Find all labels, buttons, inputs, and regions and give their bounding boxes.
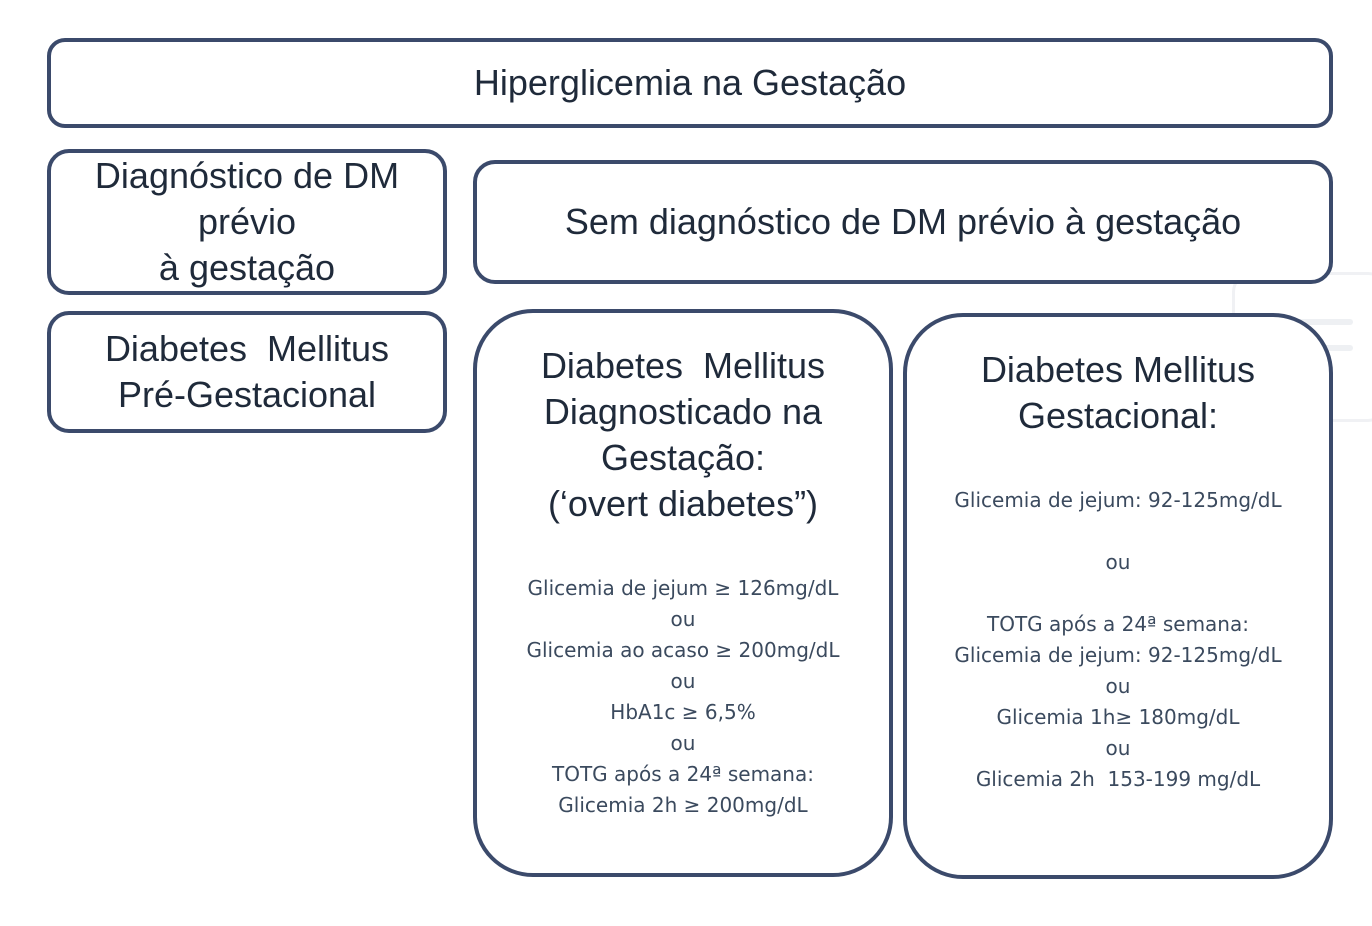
or-separator: ou bbox=[1105, 550, 1131, 574]
overt-heading-line: Gestação: bbox=[600, 437, 766, 478]
spacer bbox=[954, 516, 1281, 547]
gestational-diabetes-box bbox=[903, 313, 1333, 879]
criteria-item: Glicemia de jejum: 92-125mg/dL bbox=[954, 643, 1282, 667]
or-separator: ou bbox=[1105, 736, 1131, 760]
pregestational-line: Diabetes Mellitus bbox=[104, 328, 390, 369]
overt-heading-line: (‘overt diabetes”) bbox=[547, 483, 819, 524]
no-prior-diagnosis-label: Sem diagnóstico de DM prévio à gestação bbox=[564, 201, 1242, 242]
overt-diabetes-box bbox=[473, 309, 893, 877]
criteria-item: Glicemia 1h≥ 180mg/dL bbox=[996, 705, 1240, 729]
pregestational-box bbox=[47, 311, 447, 433]
gestational-heading-line: Gestacional: bbox=[1017, 395, 1219, 436]
criteria-item: TOTG após a 24ª semana: bbox=[552, 762, 814, 786]
pregestational-label bbox=[105, 326, 389, 418]
criteria-item: Glicemia de jejum ≥ 126mg/dL bbox=[527, 576, 839, 600]
prior-diagnosis-line: à gestação bbox=[158, 247, 336, 288]
overt-heading-line: Diagnosticado na bbox=[543, 391, 823, 432]
pregestational-line: Pré-Gestacional bbox=[117, 374, 377, 415]
overt-criteria-list bbox=[527, 573, 840, 821]
criteria-item: TOTG após a 24ª semana: bbox=[987, 612, 1249, 636]
gestational-heading-line: Diabetes Mellitus bbox=[980, 349, 1256, 390]
gestational-criteria-list bbox=[954, 485, 1281, 795]
prior-diagnosis-box bbox=[47, 149, 447, 295]
gestational-diabetes-heading bbox=[981, 347, 1255, 439]
title-box bbox=[47, 38, 1333, 128]
prior-diagnosis-label bbox=[95, 153, 399, 291]
or-separator: ou bbox=[670, 669, 696, 693]
overt-diabetes-heading bbox=[541, 343, 825, 527]
or-separator: ou bbox=[1105, 674, 1131, 698]
criteria-item: Glicemia 2h 153-199 mg/dL bbox=[975, 767, 1261, 791]
criteria-item: Glicemia ao acaso ≥ 200mg/dL bbox=[526, 638, 840, 662]
criteria-item: Glicemia de jejum: 92-125mg/dL bbox=[954, 488, 1282, 512]
overt-heading-line: Diabetes Mellitus bbox=[540, 345, 826, 386]
criteria-item: HbA1c ≥ 6,5% bbox=[610, 700, 756, 724]
diagram-title: Hiperglicemia na Gestação bbox=[473, 62, 907, 103]
or-separator: ou bbox=[670, 731, 696, 755]
prior-diagnosis-line: prévio bbox=[197, 201, 297, 242]
criteria-item: Glicemia 2h ≥ 200mg/dL bbox=[558, 793, 808, 817]
no-prior-diagnosis-box bbox=[473, 160, 1333, 284]
spacer bbox=[954, 578, 1281, 609]
or-separator: ou bbox=[670, 607, 696, 631]
prior-diagnosis-line: Diagnóstico de DM bbox=[94, 155, 400, 196]
